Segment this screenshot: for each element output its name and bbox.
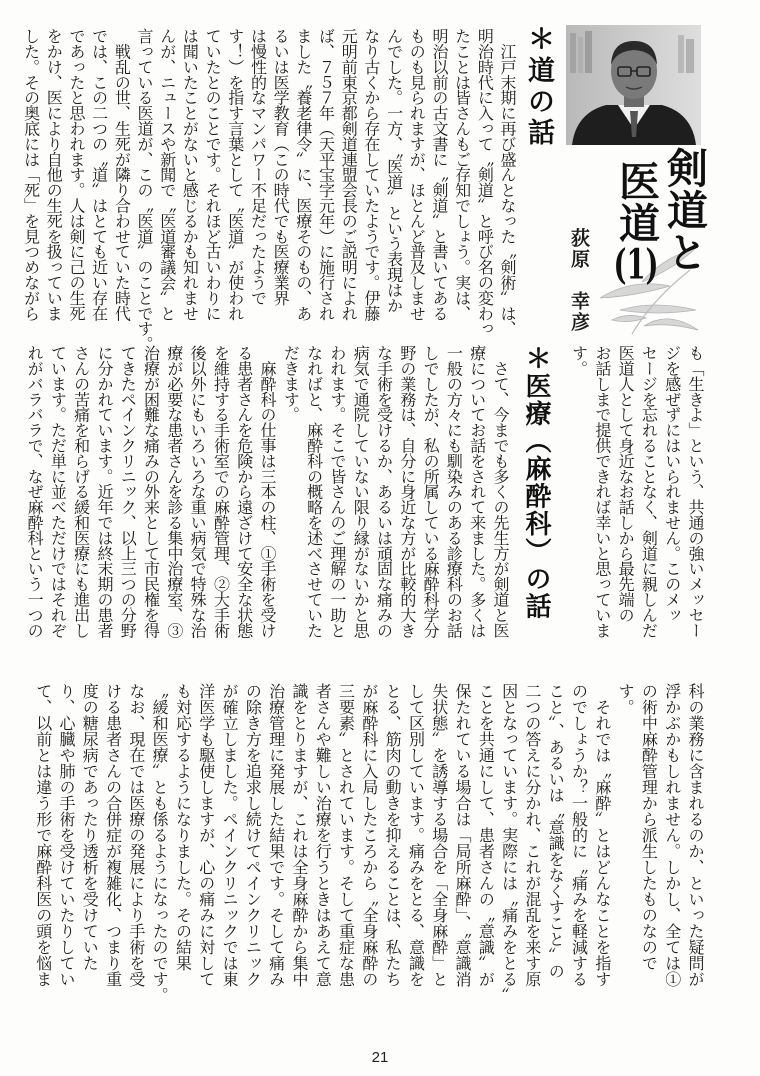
text-line: 一般の方々にも馴染みのある診療科のお話 [444,345,464,638]
text-line: 野の業務は、自分に身近な方が比較的大き [397,345,417,638]
page-number: 21 [371,1049,389,1066]
text-line: ことを共通にして、患者さんの〝意識〟が [476,683,496,987]
text-line: ば、７５７年（天平宝字元年）に施行され [316,28,336,321]
body-text-tier2-continued [567,345,707,665]
text-line: とる、筋肉の動きを抑えることは、私たち [383,683,403,987]
text-line: たことは皆さんもご存知でしょう。実は、 [452,28,472,321]
text-line: も対応するようになりました。その結果 [173,683,193,971]
text-line: して区別しています。痛みをとる、意識を [406,683,426,987]
text-line: 〝緩和医療〟とも係るようになったのです。 [150,683,170,1003]
text-line: てきたペインクリニック、以上三つの分野 [118,345,138,638]
text-line: す。 [616,683,636,715]
text-line: セージを忘れることなく、剣道に親しんだ [639,345,659,638]
text-line: 二つの答えに分かれ、これが混乱を来す原 [522,683,542,987]
text-line: 療についてお話をされて来ました。多くは [467,345,487,638]
text-line: り、心臓や肺の手術を受けていたりしてい [56,683,76,987]
section-heading-michi: ＊道の話 [523,25,554,149]
text-line: 治療が困難な痛みの外来として市民権を得 [141,345,161,638]
text-line: す！）を指す言葉として〝医道〟が使われ [225,28,245,321]
text-line: 者さんや難しい治療を行うときはあえて意 [313,683,333,987]
text-line: ける患者さんの合併症が複雑化、つまり重 [103,683,123,987]
text-line: が麻酔科に入局したころから〝全身麻酔の [359,683,379,987]
text-line: 医道人として身近なお話しから最先端の [616,345,636,623]
text-line: さて、今までも多くの先生方が剣道と医 [491,345,510,638]
text-line: 三要素〟とされています。そして重症な患 [336,683,356,987]
text-line: の除き方を追求し続けてペインクリニック [243,683,263,987]
text-line: われます。そこで皆さんのご理解の一助と [327,345,347,638]
text-line: 江戸末期に再び盛んとなった〝剣術〟は、 [498,28,517,337]
text-line: なり古くから存在していたようです。伊藤 [361,28,381,321]
text-line: さんの苦痛を和らげる緩和医療にも進出し [71,345,91,638]
text-line: しでしたが、私の所属している麻酔科学分 [421,345,441,638]
text-line: るいは医学教育（この時代でも医療業界 [271,28,291,306]
text-line: んでした。一方、〝医道〟という表現はか [384,28,404,313]
article-title-text: 医道 [612,160,660,244]
text-line: のでしょうか？一般的に〝痛みを軽減する [569,683,589,987]
author-photo-image [566,25,701,145]
text-line: て、以前とは違う形で麻酔科医の頭を悩ま [33,683,53,987]
text-line: は聞いたことがないと感じるかも知れませ [180,28,200,321]
text-line: 療が必要な患者さんを診る集中治療室、③ [164,345,184,638]
text-line: ています。ただ単に並べただけではそれぞ [48,345,68,638]
body-text-tier1 [18,28,518,358]
body-text-tier3 [31,683,707,1023]
text-line: が確立しました。ペインクリニックでは東 [220,683,240,987]
text-line: お話しまで提供できれば幸いと思っていま [592,345,612,638]
text-line: なお、現在では医療の発展により手術を受 [126,683,146,987]
text-line: れがバラバラで、なぜ麻酔科という一つの [25,345,45,638]
text-line: 病気で通院していない限り縁がないかと思 [351,345,371,638]
text-line: 浮かぶかもしれません。しかし、全ては① [662,683,682,987]
text-line: ものも見られますが、ほとんど普及しませ [407,28,427,321]
text-line: ました〝養老律令〟に、医療そのもの、あ [293,28,313,321]
text-line: だきます。 [281,345,301,423]
text-line: ジを感ぜずにはいられません。このメッ [662,345,682,623]
article-title-line2 [607,160,666,285]
text-line: では、この二つの〝道〟はとても近い存在 [89,28,109,321]
text-line: 麻酔科の仕事は三本の柱、①手術を受け [258,345,278,638]
text-line: んが、ニュースや新聞で〝医道審議会〟と [157,28,177,321]
article-title-line1: 剣道と [660,147,708,273]
text-line: それでは〝麻酔〟とはどんなことを指す [592,683,612,987]
text-line: 科の業務に含まれるのか、といった疑問が [686,683,705,987]
article-title-number: (1) [613,244,659,285]
bamboo-leaf [620,305,696,313]
text-line: の術中麻酔管理から派生したものなので [639,683,659,971]
body-text-tier2 [22,345,512,665]
text-line: 戦乱の世、生死が隣り合わせていた時代 [112,28,132,321]
text-line: 言っている医道が、この〝医道〟のことです。 [135,28,154,352]
text-line: る患者さんを危険から遠ざけて安全な状態 [234,345,254,638]
text-line: に分かれています。近年では終末期の患者 [94,345,114,638]
bamboo-leaf [644,319,698,330]
text-line: なればと、麻酔科の概略を述べさせていた [304,345,324,638]
text-line: 治療管理に発展した結果です。そして痛み [266,683,286,987]
text-line: を維持する手術室での麻酔管理、②大手術 [211,345,231,638]
text-line: 度の糖尿病であったり透析を受けていた [80,683,100,971]
text-line: 保たれている場合は「局所麻酔」、〝意識消 [453,683,473,987]
text-line: をかけ、医により自他の生死を扱っていま [44,28,64,321]
text-line: であったと思われます。人は剣に己の生死 [66,28,86,321]
text-line: 後以外にもいろいろな重い病気で特殊な治 [188,345,208,638]
text-line: した。その奥底には「死」を見つめながら [21,28,41,321]
text-line: す。 [569,345,589,376]
author-photo [566,25,701,145]
section-heading-iryo: ＊医療（麻酔科）の話 [521,345,551,620]
text-line: は慢性的なマンパワー不足だったようで [248,28,268,306]
text-line: 明治以前の古文書に〝剣道〟と書いてある [429,28,449,321]
text-line: 明治時代に入って〝剣道〟と呼び名の変わっ [475,28,495,337]
text-line: 洋医学も駆使しますが、心の痛みに対して [196,683,216,987]
author-name: 荻原 幸彦 [568,228,590,333]
text-line: 因となっています。実際には〝痛みをとる〟 [499,683,519,1003]
text-line: も「生きよ」という、共通の強いメッセー [686,345,705,638]
text-line: 元明前東京都剣道連盟会長のご説明によれ [339,28,359,321]
text-line: ていたとのことです。それほど古いわりに [203,28,223,321]
text-line: 識をとりますが、これは全身麻酔から集中 [289,683,309,987]
text-line: こと〟、あるいは〝意識をなくすこと〟の [546,683,566,979]
text-line: 失状態〟を誘導する場合を「全身麻酔」と [429,683,449,987]
text-line: な手術を受けるか、あるいは頑固な痛みの [374,345,394,638]
